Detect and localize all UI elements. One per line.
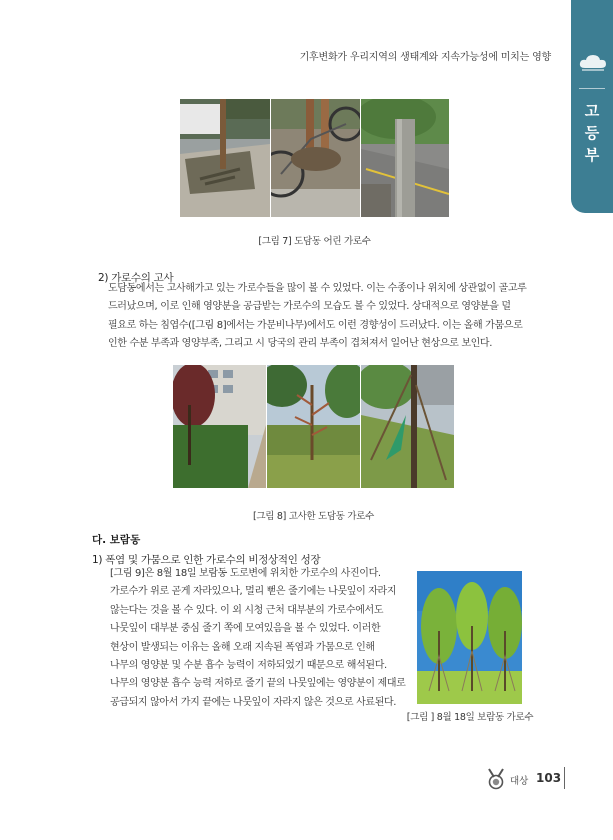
- paragraph-line: 나무의 영양분 흡수 능력 저하로 줄기 끝의 나뭇잎에는 영양분이 제대로: [110, 678, 406, 690]
- tab-label: [571, 100, 613, 166]
- tab-char: 고: [584, 102, 600, 120]
- page-number: 103: [536, 771, 562, 785]
- paragraph-line: 드러났으며, 이로 인해 영양분을 공급받는 가로수의 모습도 볼 수 있었다. 상대적으로 영양분을 덜: [108, 301, 511, 313]
- section2-paragraph: [108, 280, 528, 354]
- figure7-photo-3: [361, 99, 449, 217]
- figure9-caption: [그림 ] 8월 18일 보람동 가로수: [406, 712, 534, 723]
- figure7-photo-2: [271, 99, 360, 217]
- medal-icon: [486, 768, 506, 790]
- figure8-photo-1: [173, 365, 266, 488]
- footer-divider: [564, 767, 565, 789]
- figure8-photo-3: [361, 365, 454, 488]
- paragraph-line: 나무의 영양분 및 수분 흡수 능력이 저하되었기 때문으로 해석된다.: [110, 660, 387, 672]
- figure7-caption: [그림 7] 도담동 어린 가로수: [258, 236, 371, 247]
- paragraph-line: 나뭇잎이 대부분 중심 줄기 쪽에 모여있음을 볼 수 있었다. 이러한: [110, 623, 381, 635]
- section-side-tab: [571, 0, 613, 213]
- figure7-photo-1: [180, 99, 270, 217]
- tab-divider: [579, 88, 605, 89]
- cloud-icon: [577, 52, 609, 72]
- paragraph-line: 않는다는 것을 볼 수 있다. 이 외 시청 근처 대부분의 가로수에서도: [110, 604, 384, 616]
- figure8-photo-2: [267, 365, 360, 488]
- subsection-heading: 2) 가로수의 고사: [98, 272, 174, 284]
- tab-char: 부: [584, 146, 600, 164]
- footer-label: 대상: [510, 776, 529, 787]
- running-header: 기후변화가 우리지역의 생태계와 지속가능성에 미치는 영향: [299, 52, 551, 63]
- paragraph-line: 도담동에서는 고사해가고 있는 가로수들을 많이 볼 수 있었다. 이는 수종이나 위치에 상관없이 골고루: [108, 283, 527, 294]
- figure8-caption: [그림 8] 고사한 도담동 가로수: [252, 511, 375, 522]
- paragraph-line: 가로수가 위로 곧게 자라있으나, 멀리 뻗은 줄기에는 나뭇잎이 자라지: [110, 586, 397, 598]
- section-heading: 다. 보람동: [92, 534, 141, 546]
- paragraph-line: 공급되지 않아서 가지 끝에는 나뭇잎이 자라지 않은 것으로 사료된다.: [110, 696, 397, 708]
- paragraph-line: 인한 수분 부족과 영양부족, 그리고 시 당국의 관리 부족이 겹쳐져서 일어난 현상으로 보인다.: [108, 338, 493, 350]
- tab-char: 등: [584, 124, 600, 142]
- paragraph-line: 필요로 하는 침엽수([그림 8]에서는 가문비나무)에서도 이런 경향성이 드러났다. 이는 올해 가뭄으로: [108, 319, 523, 331]
- section-c-paragraph: [110, 565, 412, 712]
- subsection-heading: 1) 폭염 및 가뭄으로 인한 가로수의 비정상적인 성장: [92, 554, 321, 566]
- figure9-photo: [417, 571, 522, 704]
- paragraph-line: [그림 9]은 8월 18일 보람동 도로변에 위치한 가로수의 사진이다.: [110, 568, 381, 579]
- paragraph-line: 현상이 발생되는 이유는 올해 오래 지속된 폭염과 가뭄으로 인해: [110, 641, 375, 653]
